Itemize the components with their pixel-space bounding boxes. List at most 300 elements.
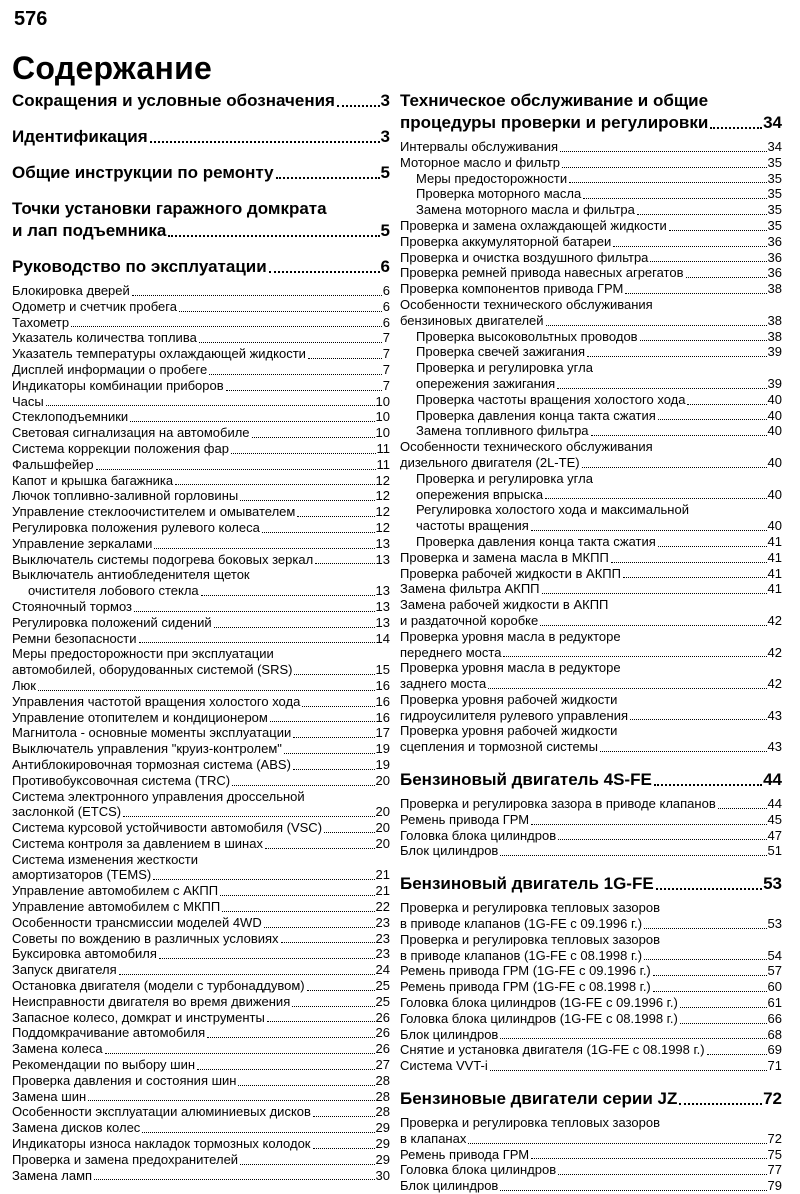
toc-entry-title: Проверка свечей зажигания: [416, 344, 586, 360]
toc-entry[interactable]: [12, 378, 390, 394]
dot-leader: [302, 706, 374, 707]
toc-entry[interactable]: [400, 916, 782, 932]
toc-entry[interactable]: [12, 520, 390, 536]
toc-entry-line: Проверка уровня масла в редукторе: [400, 628, 621, 644]
toc-page-number: 38: [767, 281, 782, 297]
toc-entry[interactable]: [400, 550, 782, 566]
toc-page-number: 6: [382, 298, 390, 314]
toc-entry[interactable]: [12, 725, 390, 741]
toc-entry-title: Снятие и установка двигателя (1G-FE с 08.1998 г.): [400, 1042, 705, 1058]
dot-leader: [269, 271, 380, 273]
toc-entry-title: Головка блока цилиндров (1G-FE с 09.1996 г.): [400, 995, 678, 1011]
dot-leader: [582, 467, 767, 468]
dot-leader: [297, 516, 374, 517]
toc-entry[interactable]: [400, 828, 782, 844]
toc-entry[interactable]: [12, 931, 390, 947]
toc-entry-title: Неисправности двигателя во время движения: [12, 993, 291, 1009]
dot-leader: [644, 928, 766, 929]
toc-page-number: 23: [375, 930, 390, 946]
toc-heading[interactable]: [12, 220, 390, 242]
dot-leader: [293, 769, 375, 770]
dot-leader: [324, 832, 375, 833]
toc-entry-title: заслонкой (ETCS): [12, 804, 122, 820]
toc-entry[interactable]: [400, 739, 782, 755]
toc-page-number: 38: [767, 312, 782, 328]
toc-entry[interactable]: [12, 1120, 390, 1136]
dot-leader: [232, 785, 374, 786]
dot-leader: [468, 1143, 766, 1144]
toc-entry[interactable]: [400, 281, 782, 297]
toc-page-number: 13: [375, 614, 390, 630]
toc-entry-title: Световая сигнализация на автомобиле: [12, 425, 250, 441]
toc-page-number: 14: [375, 630, 390, 646]
toc-entry-title: Система VVT-i: [400, 1058, 488, 1074]
toc-entry-line: Проверка и регулировка угла: [416, 470, 593, 486]
toc-page-number: 12: [375, 472, 390, 488]
toc-entry[interactable]: [12, 488, 390, 504]
toc-entry[interactable]: [12, 1152, 390, 1168]
toc-entry-title: Лючок топливно-заливной горловины: [12, 488, 239, 504]
toc-entry[interactable]: [12, 867, 390, 883]
toc-entry[interactable]: [400, 645, 782, 661]
dot-leader: [168, 235, 379, 237]
toc-page-number: 29: [375, 1120, 390, 1136]
toc-entry-title: Руководство по эксплуатации: [12, 257, 267, 276]
dot-leader: [264, 927, 375, 928]
toc-page-number: 51: [767, 843, 782, 859]
dot-leader: [94, 1179, 374, 1180]
toc-page-number: 60: [767, 979, 782, 995]
toc-entry[interactable]: [12, 1089, 390, 1105]
toc-entry-title: Управления частотой вращения холостого хода: [12, 693, 301, 709]
toc-entry[interactable]: [400, 423, 782, 439]
toc-heading[interactable]: [400, 769, 782, 791]
toc-page-number: 7: [382, 361, 390, 377]
toc-entry[interactable]: [12, 409, 390, 425]
toc-entry[interactable]: [12, 504, 390, 520]
dot-leader: [562, 167, 766, 168]
toc-page-number: 39: [767, 344, 782, 360]
toc-entry[interactable]: [12, 915, 390, 931]
toc-entry[interactable]: [400, 329, 782, 345]
toc-entry[interactable]: [12, 820, 390, 836]
dot-leader: [542, 593, 767, 594]
toc-entry[interactable]: [400, 812, 782, 828]
toc-entry[interactable]: [12, 1104, 390, 1120]
toc-entry-title: Моторное масло и фильтр: [400, 154, 561, 170]
dot-leader: [611, 562, 767, 563]
toc-entry[interactable]: [12, 804, 390, 820]
toc-entry[interactable]: [12, 678, 390, 694]
toc-entry-title: Люк: [12, 677, 36, 693]
toc-page-number: 19: [375, 741, 390, 757]
toc-entry[interactable]: [12, 552, 390, 568]
dot-leader: [119, 974, 375, 975]
toc-page-number: 47: [767, 827, 782, 843]
toc-entry-title: Проверка ремней привода навесных агрегатов: [400, 265, 684, 281]
toc-page-number: 20: [375, 820, 390, 836]
toc-entry[interactable]: [12, 283, 390, 299]
toc-entry-title: Запасное колесо, домкрат и инструменты: [12, 1009, 265, 1025]
dot-leader: [150, 141, 380, 143]
toc-page-number: 43: [767, 739, 782, 755]
toc-entry[interactable]: [400, 1027, 782, 1043]
toc-entry[interactable]: [400, 392, 782, 408]
toc-entry-title: Запуск двигателя: [12, 962, 117, 978]
toc-page-number: 10: [375, 425, 390, 441]
toc-entry-title: Советы по вождению в различных условиях: [12, 930, 279, 946]
toc-entry[interactable]: [12, 362, 390, 378]
toc-page-number: 66: [767, 1010, 782, 1026]
toc-entry-title: Фальшфейер: [12, 456, 94, 472]
dot-leader: [500, 1038, 766, 1039]
toc-page-number: 40: [767, 486, 782, 502]
toc-entry-title: Блок цилиндров: [400, 843, 499, 859]
dot-leader: [653, 975, 767, 976]
dot-leader: [222, 911, 374, 912]
dot-leader: [154, 548, 374, 549]
dot-leader: [656, 888, 762, 890]
toc-page-number: 26: [375, 1009, 390, 1025]
dot-leader: [262, 532, 375, 533]
dot-leader: [630, 719, 767, 720]
toc-entry-title: Остановка двигателя (модели с турбонаддувом): [12, 978, 305, 994]
toc-entry[interactable]: [12, 330, 390, 346]
dot-leader: [583, 198, 766, 199]
toc-page-number: 26: [375, 1041, 390, 1057]
toc-entry[interactable]: [12, 962, 390, 978]
toc-entry-title: Рекомендации по выбору шин: [12, 1057, 196, 1073]
dot-leader: [600, 751, 767, 752]
toc-entry-title: Индикаторы износа накладок тормозных колодок: [12, 1136, 311, 1152]
dot-leader: [197, 1069, 375, 1070]
toc-right-column: [400, 90, 782, 1194]
toc-entry[interactable]: [12, 346, 390, 362]
toc-heading[interactable]: [12, 256, 390, 278]
toc-page-number: 40: [767, 423, 782, 439]
toc-entry[interactable]: [400, 708, 782, 724]
toc-entry[interactable]: [400, 250, 782, 266]
toc-page-number: 79: [767, 1178, 782, 1194]
toc-entry[interactable]: [12, 425, 390, 441]
dot-leader: [503, 656, 766, 657]
toc-entry-title: Проверка и регулировка зазора в приводе клапанов: [400, 796, 716, 812]
dot-leader: [71, 326, 382, 327]
toc-entry[interactable]: [12, 473, 390, 489]
dot-leader: [546, 325, 767, 326]
dot-leader: [201, 595, 375, 596]
toc-page-number: 20: [375, 772, 390, 788]
toc-entry-title: Замена ламп: [12, 1167, 93, 1183]
toc-entry-title: Выключатель управления "круиз-контролем": [12, 741, 282, 757]
toc-entry[interactable]: [400, 487, 782, 503]
dot-leader: [175, 484, 374, 485]
toc-page-number: 41: [767, 549, 782, 565]
toc-page-number: 19: [375, 756, 390, 772]
dot-leader: [545, 498, 766, 499]
toc-entry-title: Проверка и замена предохранителей: [12, 1151, 239, 1167]
toc-entry[interactable]: [400, 455, 782, 471]
toc-entry[interactable]: [12, 441, 390, 457]
toc-entry[interactable]: [12, 741, 390, 757]
toc-page-number: 22: [375, 899, 390, 915]
toc-page-number: 40: [767, 391, 782, 407]
toc-heading[interactable]: [12, 126, 390, 148]
toc-entry[interactable]: [400, 581, 782, 597]
toc-entry[interactable]: [12, 946, 390, 962]
dot-leader: [490, 1070, 767, 1071]
toc-entry-title: Идентификация: [12, 127, 148, 146]
toc-entry[interactable]: [12, 1136, 390, 1152]
toc-entry-title: Замена шин: [12, 1088, 87, 1104]
dot-leader: [500, 855, 766, 856]
toc-entry[interactable]: [12, 315, 390, 331]
toc-page-number: 3: [380, 91, 390, 110]
toc-page-number: 45: [767, 811, 782, 827]
toc-entry[interactable]: [400, 1011, 782, 1027]
dot-leader: [292, 1006, 374, 1007]
page-title: Содержание: [12, 50, 213, 86]
dot-leader: [267, 1021, 375, 1022]
toc-entry-title: в приводе клапанов (1G-FE с 09.1996 г.): [400, 916, 643, 932]
toc-entry[interactable]: [12, 757, 390, 773]
toc-entry[interactable]: [400, 376, 782, 392]
toc-entry[interactable]: [12, 457, 390, 473]
toc-entry-line: Меры предосторожности при эксплуатации: [12, 646, 274, 662]
toc-entry[interactable]: [12, 694, 390, 710]
dot-leader: [130, 421, 374, 422]
toc-entry[interactable]: [400, 518, 782, 534]
dot-leader: [625, 293, 766, 294]
toc-page-number: 40: [767, 454, 782, 470]
dot-leader: [281, 942, 375, 943]
toc-entry[interactable]: [12, 1073, 390, 1089]
toc-entry[interactable]: [12, 536, 390, 552]
toc-entry-title: Противобуксовочная система (TRC): [12, 772, 231, 788]
toc-entry[interactable]: [400, 171, 782, 187]
dot-leader: [294, 674, 374, 675]
toc-page-number: 36: [767, 249, 782, 265]
toc-page-number: 25: [375, 993, 390, 1009]
toc-entry[interactable]: [400, 234, 782, 250]
dot-leader: [284, 753, 375, 754]
toc-page-number: 38: [767, 328, 782, 344]
toc-entry[interactable]: [12, 836, 390, 852]
dot-leader: [123, 816, 374, 817]
toc-entry[interactable]: [12, 1041, 390, 1057]
toc-entry-title: и раздаточной коробке: [400, 612, 539, 628]
toc-entry[interactable]: [12, 1168, 390, 1184]
toc-entry-title: Головка блока цилиндров: [400, 1162, 557, 1178]
toc-entry-title: Проверка и замена охлаждающей жидкости: [400, 217, 667, 233]
toc-page-number: 10: [375, 393, 390, 409]
toc-page-number: 13: [375, 583, 390, 599]
toc-entry-title: Капот и крышка багажника: [12, 472, 174, 488]
dot-leader: [153, 879, 374, 880]
toc-entry[interactable]: [12, 1025, 390, 1041]
toc-entry[interactable]: [400, 344, 782, 360]
toc-page-number: 40: [767, 518, 782, 534]
toc-entry[interactable]: [400, 1058, 782, 1074]
toc-entry[interactable]: [12, 883, 390, 899]
toc-entry[interactable]: [400, 155, 782, 171]
toc-entry-title: процедуры проверки и регулировки: [400, 113, 709, 132]
toc-entry-title: Замена дисков колес: [12, 1120, 141, 1136]
toc-page-number: 13: [375, 551, 390, 567]
toc-entry-title: Стеклоподъемники: [12, 409, 129, 425]
dot-leader: [105, 1053, 375, 1054]
toc-entry[interactable]: [12, 631, 390, 647]
toc-entry[interactable]: [400, 676, 782, 692]
dot-leader: [591, 435, 767, 436]
toc-entry[interactable]: [400, 1147, 782, 1163]
dot-leader: [650, 261, 766, 262]
toc-page-number: 44: [767, 796, 782, 812]
toc-entry[interactable]: [12, 994, 390, 1010]
dot-leader: [240, 500, 374, 501]
toc-entry-title: Проверка и очистка воздушного фильтра: [400, 249, 649, 265]
toc-page-number: 36: [767, 265, 782, 281]
toc-page-number: 13: [375, 535, 390, 551]
toc-entry[interactable]: [400, 313, 782, 329]
toc-entry[interactable]: [400, 139, 782, 155]
toc-entry[interactable]: [12, 394, 390, 410]
toc-entry-title: Проверка и замена масла в МКПП: [400, 549, 609, 565]
toc-entry-line: Проверка уровня рабочей жидкости: [400, 691, 618, 707]
dot-leader: [558, 839, 766, 840]
toc-page-number: 20: [375, 804, 390, 820]
toc-entry-line: Система электронного управления дроссельной: [12, 788, 305, 804]
toc-entry[interactable]: [12, 1010, 390, 1026]
toc-page-number: 35: [767, 154, 782, 170]
dot-leader: [558, 1174, 766, 1175]
toc-entry-title: в приводе клапанов (1G-FE с 08.1998 г.): [400, 947, 643, 963]
toc-entry[interactable]: [12, 978, 390, 994]
toc-page-number: 23: [375, 946, 390, 962]
toc-page-number: 11: [376, 440, 390, 456]
toc-entry-line: Система изменения жесткости: [12, 851, 199, 867]
toc-entry-title: Система контроля за давлением в шинах: [12, 835, 263, 851]
toc-entry[interactable]: [12, 710, 390, 726]
toc-entry-title: Поддомкрачивание автомобиля: [12, 1025, 206, 1041]
toc-page-number: 16: [375, 677, 390, 693]
toc-entry[interactable]: [400, 995, 782, 1011]
dot-leader: [307, 990, 375, 991]
toc-page-number: 71: [767, 1058, 782, 1074]
toc-entry[interactable]: [400, 566, 782, 582]
dot-leader: [207, 1037, 374, 1038]
toc-page-number: 28: [375, 1072, 390, 1088]
toc-entry[interactable]: [12, 615, 390, 631]
toc-entry[interactable]: [12, 1057, 390, 1073]
toc-entry-title: Бензиновые двигатели серии JZ: [400, 1089, 678, 1109]
toc-entry-title: Одометр и счетчик пробега: [12, 298, 177, 314]
toc-entry-title: Сокращения и условные обозначения: [12, 91, 335, 110]
toc-entry-title: Блок цилиндров: [400, 1026, 499, 1042]
toc-entry-title: Замена топливного фильтра: [416, 423, 589, 439]
toc-entry-title: Блокировка дверей: [12, 283, 130, 298]
dot-leader: [276, 177, 380, 179]
dot-leader: [658, 546, 767, 547]
toc-heading[interactable]: [12, 162, 390, 184]
toc-page-number: 27: [375, 1057, 390, 1073]
toc-page-number: 28: [375, 1088, 390, 1104]
dot-leader: [680, 1007, 767, 1008]
dot-leader: [313, 1148, 375, 1149]
toc-entry-title: Управление зеркалами: [12, 535, 153, 551]
toc-page-number: 29: [375, 1151, 390, 1167]
toc-page-number: 26: [375, 1025, 390, 1041]
toc-entry[interactable]: [12, 583, 390, 599]
toc-page-number: 12: [375, 519, 390, 535]
toc-entry[interactable]: [400, 218, 782, 234]
toc-entry[interactable]: [400, 1178, 782, 1194]
toc-entry-title: Часы: [12, 393, 44, 409]
toc-entry[interactable]: [12, 599, 390, 615]
toc-entry[interactable]: [400, 1162, 782, 1178]
toc-entry[interactable]: [400, 796, 782, 812]
toc-entry[interactable]: [400, 1131, 782, 1147]
toc-heading[interactable]: [400, 112, 782, 134]
toc-heading[interactable]: [400, 873, 782, 895]
toc-entry-title: Интервалы обслуживания: [400, 139, 559, 154]
toc-entry[interactable]: [400, 265, 782, 281]
toc-entry[interactable]: [12, 773, 390, 789]
toc-entry-title: Проверка давления и состояния шин: [12, 1072, 237, 1088]
dot-leader: [531, 530, 767, 531]
toc-entry[interactable]: [400, 613, 782, 629]
toc-entry-line: Замена рабочей жидкости в АКПП: [400, 597, 609, 613]
dot-leader: [587, 356, 766, 357]
toc-entry-line: Особенности технического обслуживания: [400, 439, 653, 455]
toc-entry-title: Головка блока цилиндров (1G-FE с 08.1998 г.): [400, 1010, 678, 1026]
toc-entry-title: Система коррекции положения фар: [12, 440, 229, 456]
toc-entry[interactable]: [400, 979, 782, 995]
toc-page-number: 41: [767, 565, 782, 581]
toc-entry[interactable]: [12, 662, 390, 678]
toc-entry-title: Проверка давления конца такта сжатия: [416, 533, 656, 549]
toc-entry[interactable]: [12, 299, 390, 315]
toc-entry[interactable]: [12, 899, 390, 915]
toc-page-number: 12: [375, 488, 390, 504]
toc-entry[interactable]: [400, 948, 782, 964]
toc-entry[interactable]: [400, 186, 782, 202]
toc-entry[interactable]: [400, 963, 782, 979]
toc-entry-line: Проверка и регулировка тепловых зазоров: [400, 931, 661, 947]
toc-entry-title: очистителя лобового стекла: [28, 583, 199, 599]
dot-leader: [488, 688, 766, 689]
toc-entry-title: Дисплей информации о пробеге: [12, 361, 208, 377]
toc-page-number: 30: [375, 1167, 390, 1183]
toc-entry[interactable]: [400, 1042, 782, 1058]
toc-page-number: 11: [376, 456, 390, 472]
dot-leader: [46, 405, 375, 406]
dot-leader: [315, 563, 374, 564]
dot-leader: [707, 1054, 767, 1055]
toc-page-number: 17: [375, 725, 390, 741]
toc-entry[interactable]: [400, 202, 782, 218]
toc-heading[interactable]: [400, 1088, 782, 1110]
toc-entry-title: Магнитола - основные моменты эксплуатации: [12, 725, 292, 741]
toc-entry-title: Проверка давления конца такта сжатия: [416, 407, 656, 423]
toc-entry-line: Проверка уровня масла в редукторе: [400, 660, 621, 676]
toc-entry[interactable]: [400, 843, 782, 859]
toc-heading[interactable]: [12, 90, 390, 112]
toc-page-number: 44: [763, 770, 782, 790]
toc-entry[interactable]: [400, 534, 782, 550]
toc-page-number: 34: [767, 139, 782, 154]
toc-entry[interactable]: [400, 408, 782, 424]
